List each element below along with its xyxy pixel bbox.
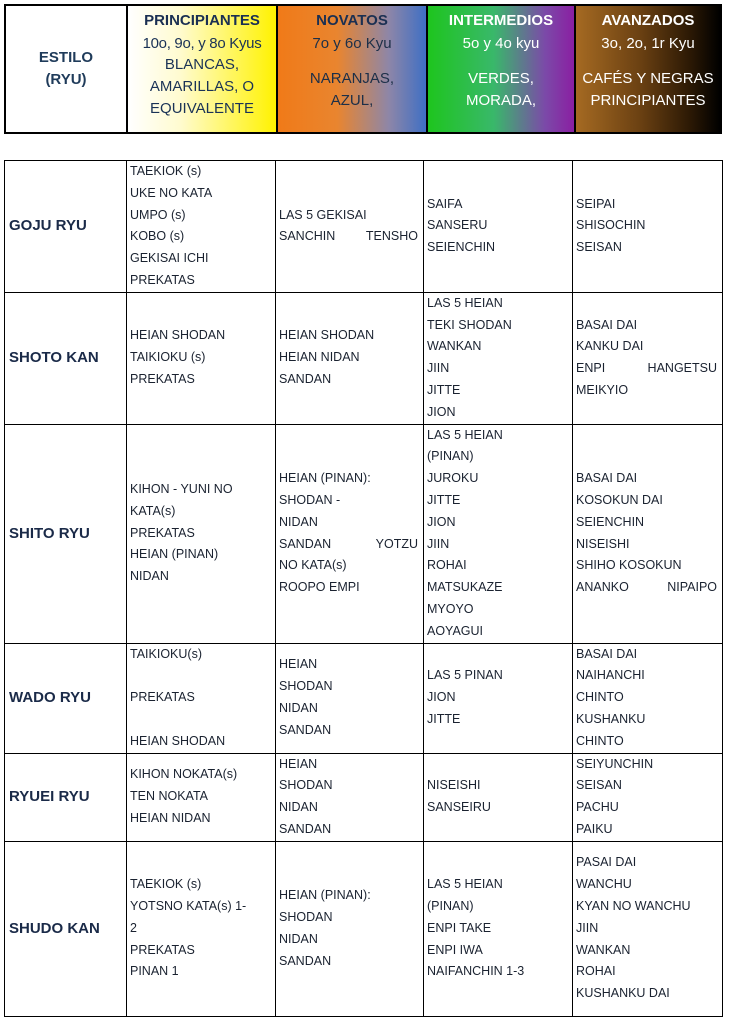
- kata-line: TAEKIOK (s): [130, 164, 202, 178]
- table-row: [5, 161, 723, 293]
- kata-line: LAS 5 GEKISAI: [279, 207, 367, 222]
- level-title: INTERMEDIOS: [448, 12, 554, 29]
- level-title: NOVATOS: [316, 12, 388, 29]
- kata-word: HANGETSU: [647, 361, 717, 376]
- kata-line: NISEISHI: [427, 778, 481, 793]
- level-belt: VERDES,: [468, 70, 534, 87]
- kata-line: KUSHANKU DAI: [576, 986, 670, 1001]
- level-belt: CAFÉS Y NEGRAS: [582, 70, 714, 87]
- kata-line: HEIAN SHODAN: [279, 328, 375, 343]
- kata-cell-avanzados: [573, 643, 723, 753]
- kata-line: PASAI DAI: [576, 855, 637, 870]
- kata-word: SANCHIN: [279, 229, 336, 244]
- kata-line: JION: [427, 690, 456, 705]
- level-kyu: 5o y 4o kyu: [462, 35, 540, 52]
- kata-line: SANDAN: [279, 722, 332, 737]
- kata-line: NAIFANCHIN 1-3: [427, 964, 525, 979]
- kata-line: KIHON NOKATA(s): [130, 767, 238, 782]
- kata-cell-avanzados: [573, 292, 723, 424]
- kata-line: UKE NO KATA: [130, 185, 213, 200]
- kata-line: ROHAI: [427, 558, 467, 573]
- kata-line: SHODAN: [279, 909, 333, 924]
- kata-line: KOBO (s): [130, 229, 185, 244]
- header-ryu-label: (RYU): [45, 71, 87, 88]
- level-kyu: 10o, 9o, y 8o Kyus: [142, 35, 262, 52]
- kata-line: TAEKIOK (s): [130, 877, 202, 892]
- kata-line: JIIN: [427, 361, 450, 376]
- table-row: [5, 643, 723, 753]
- kata-line: HEIAN SHODAN: [130, 733, 226, 748]
- kata-cell-avanzados: [573, 841, 723, 1016]
- table-row: [5, 424, 723, 643]
- kata-line: SANSEIRU: [427, 800, 491, 815]
- kata-line: HEIAN (PINAN): [130, 547, 219, 562]
- kata-cell-intermedios: [424, 841, 573, 1016]
- kata-cell-avanzados: [573, 161, 723, 293]
- kata-cell-intermedios: [424, 292, 573, 424]
- kata-line: MEIKYIO: [576, 382, 629, 397]
- kata-line: JUROKU: [427, 471, 479, 486]
- kata-line: NO KATA(s): [279, 558, 347, 573]
- kata-word: ANANKO: [576, 580, 629, 595]
- kata-cell-principiantes: [127, 161, 276, 293]
- kata-line: TEN NOKATA: [130, 789, 209, 804]
- kata-line: HEIAN: [279, 657, 318, 672]
- kata-line: AOYAGUI: [427, 623, 484, 638]
- kata-line: HEIAN (PINAN):: [279, 888, 371, 903]
- kata-line: ENPI IWA: [427, 942, 483, 957]
- kata-line: WANCHU: [576, 877, 632, 892]
- kata-line: BASAI DAI: [576, 317, 638, 332]
- table-row: [5, 841, 723, 1016]
- kata-line: NIDAN: [279, 701, 318, 716]
- kata-line: SEISAN: [576, 240, 622, 255]
- table-row: [5, 753, 723, 841]
- kata-cell-novatos: [276, 424, 424, 643]
- kata-line: SEIENCHIN: [427, 240, 496, 255]
- kata-cell-intermedios: [424, 161, 573, 293]
- kata-line: NIDAN: [279, 800, 318, 815]
- kata-line: KOSOKUN DAI: [576, 492, 663, 507]
- kata-word: NIPAIPO: [667, 580, 717, 595]
- kata-line: WANKAN: [576, 942, 631, 957]
- kata-line: [130, 709, 272, 731]
- kata-table: [4, 160, 723, 1017]
- kata-line: ROOPO EMPI: [279, 580, 360, 595]
- kata-line: 2: [130, 920, 137, 935]
- belt-level-header: [4, 4, 722, 134]
- kata-line: HEIAN NIDAN: [279, 350, 360, 365]
- kata-line: JIIN: [576, 920, 599, 935]
- kata-line: (PINAN): [427, 899, 474, 914]
- level-kyu: 7o y 6o Kyu: [312, 35, 392, 52]
- kata-line: SEISAN: [576, 778, 622, 793]
- level-belt: AMARILLAS, O: [149, 78, 255, 95]
- level-belt: MORADA,: [465, 92, 536, 109]
- style-name: RYUEI RYU: [5, 753, 127, 841]
- kata-table-body: [5, 161, 723, 1017]
- level-belt: PRINCIPIANTES: [590, 92, 706, 109]
- level-title: AVANZADOS: [601, 12, 695, 29]
- style-name: GOJU RYU: [5, 161, 127, 293]
- kata-cell-intermedios: [424, 753, 573, 841]
- kata-line: SHODAN: [279, 778, 333, 793]
- kata-cell-avanzados: [573, 424, 723, 643]
- kata-line: PREKATAS: [130, 272, 195, 287]
- kata-cell-intermedios: [424, 424, 573, 643]
- kata-line: SHODAN: [279, 679, 333, 694]
- kata-line: NAIHANCHI: [576, 668, 645, 683]
- kata-line: (PINAN): [427, 449, 474, 464]
- kata-line: ROHAI: [576, 964, 616, 979]
- kata-line: JION: [427, 514, 456, 529]
- header-avanzados-cell: [576, 6, 720, 132]
- kata-cell-intermedios: [424, 643, 573, 753]
- kata-word: YOTZU: [375, 536, 418, 551]
- header-estilo-cell: [6, 6, 128, 132]
- kata-line: SANDAN: [279, 953, 332, 968]
- kata-line: TEKI SHODAN: [427, 317, 512, 332]
- kata-cell-novatos: [276, 292, 424, 424]
- kata-line: SHODAN -: [279, 492, 341, 507]
- kata-line: UMPO (s): [130, 207, 186, 222]
- kata-line: PREKATAS: [130, 690, 195, 705]
- header-principiantes-cell: [128, 6, 278, 132]
- kata-line: MATSUKAZE: [427, 580, 503, 595]
- level-belt: NARANJAS,: [309, 70, 395, 87]
- level-belt: EQUIVALENTE: [150, 100, 254, 117]
- kata-line: [130, 665, 272, 687]
- kata-line: JION: [427, 404, 456, 419]
- kata-line: LAS 5 HEIAN: [427, 877, 503, 892]
- style-name: SHUDO KAN: [5, 841, 127, 1016]
- kata-line: GEKISAI ICHI: [130, 251, 209, 266]
- kata-line: SHISOCHIN: [576, 218, 646, 233]
- level-title: PRINCIPIANTES: [144, 12, 260, 29]
- kata-line: LAS 5 HEIAN: [427, 427, 503, 442]
- style-name: WADO RYU: [5, 643, 127, 753]
- kata-line: JIIN: [427, 536, 450, 551]
- kata-line: HEIAN NIDAN: [130, 811, 211, 826]
- kata-line: MYOYO: [427, 601, 474, 616]
- kata-line: SEIYUNCHIN: [576, 756, 654, 771]
- kata-line: WANKAN: [427, 339, 482, 354]
- kata-line: SEIPAI: [576, 196, 616, 211]
- kata-line: TAIKIOKU(s): [130, 646, 202, 661]
- header-intermedios-cell: [428, 6, 576, 132]
- kata-line: SHIHO KOSOKUN: [576, 558, 682, 573]
- kata-line: PREKATAS: [130, 525, 195, 540]
- kata-line: NIDAN: [130, 569, 169, 584]
- kata-line: [576, 577, 719, 599]
- kata-cell-avanzados: [573, 753, 723, 841]
- kata-cell-principiantes: [127, 643, 276, 753]
- kata-line: ENPI TAKE: [427, 920, 492, 935]
- kata-line: KUSHANKU: [576, 711, 646, 726]
- kata-line: JITTE: [427, 492, 461, 507]
- kata-cell-novatos: [276, 841, 424, 1016]
- kata-word: TENSHO: [365, 229, 418, 244]
- header-novatos-cell: [278, 6, 428, 132]
- kata-line: BASAI DAI: [576, 471, 638, 486]
- kata-line: TAIKIOKU (s): [130, 350, 206, 365]
- kata-cell-principiantes: [127, 424, 276, 643]
- kata-line: BASAI DAI: [576, 646, 638, 661]
- kata-line: CHINTO: [576, 733, 624, 748]
- kata-line: KIHON - YUNI NO: [130, 482, 233, 497]
- kata-line: SANSERU: [427, 218, 488, 233]
- kata-line: [279, 226, 420, 248]
- kata-line: [279, 534, 420, 556]
- kata-line: YOTSNO KATA(s) 1-: [130, 899, 247, 914]
- kata-line: PACHU: [576, 800, 619, 815]
- kata-line: KATA(s): [130, 503, 176, 518]
- table-row: [5, 292, 723, 424]
- kata-cell-novatos: [276, 643, 424, 753]
- kata-line: PAIKU: [576, 821, 613, 836]
- kata-cell-principiantes: [127, 292, 276, 424]
- style-name: SHITO RYU: [5, 424, 127, 643]
- level-kyu: 3o, 2o, 1r Kyu: [601, 35, 695, 52]
- kata-line: PREKATAS: [130, 942, 195, 957]
- header-estilo-label: ESTILO: [38, 49, 94, 66]
- kata-word: SANDAN: [279, 536, 332, 551]
- kata-line: JITTE: [427, 382, 461, 397]
- kata-line: PREKATAS: [130, 372, 195, 387]
- kata-line: NIDAN: [279, 931, 318, 946]
- kata-word: ENPI: [576, 361, 606, 376]
- kata-line: LAS 5 PINAN: [427, 668, 503, 683]
- kata-line: [576, 358, 719, 380]
- kata-line: HEIAN (PINAN):: [279, 471, 371, 486]
- level-belt: AZUL,: [330, 92, 374, 109]
- style-name: SHOTO KAN: [5, 292, 127, 424]
- kata-line: NISEISHI: [576, 536, 630, 551]
- kata-line: SAIFA: [427, 196, 463, 211]
- kata-line: HEIAN SHODAN: [130, 328, 226, 343]
- kata-line: CHINTO: [576, 690, 624, 705]
- kata-line: NIDAN: [279, 514, 318, 529]
- kata-line: KYAN NO WANCHU: [576, 899, 691, 914]
- kata-line: PINAN 1: [130, 964, 179, 979]
- kata-cell-novatos: [276, 161, 424, 293]
- kata-line: SANDAN: [279, 372, 332, 387]
- kata-line: KANKU DAI: [576, 339, 644, 354]
- kata-cell-principiantes: [127, 841, 276, 1016]
- kata-line: JITTE: [427, 711, 461, 726]
- level-belt: BLANCAS,: [164, 56, 240, 73]
- kata-line: LAS 5 HEIAN: [427, 295, 503, 310]
- kata-line: HEIAN: [279, 756, 318, 771]
- kata-line: SEIENCHIN: [576, 514, 645, 529]
- kata-line: SANDAN: [279, 821, 332, 836]
- kata-cell-principiantes: [127, 753, 276, 841]
- kata-cell-novatos: [276, 753, 424, 841]
